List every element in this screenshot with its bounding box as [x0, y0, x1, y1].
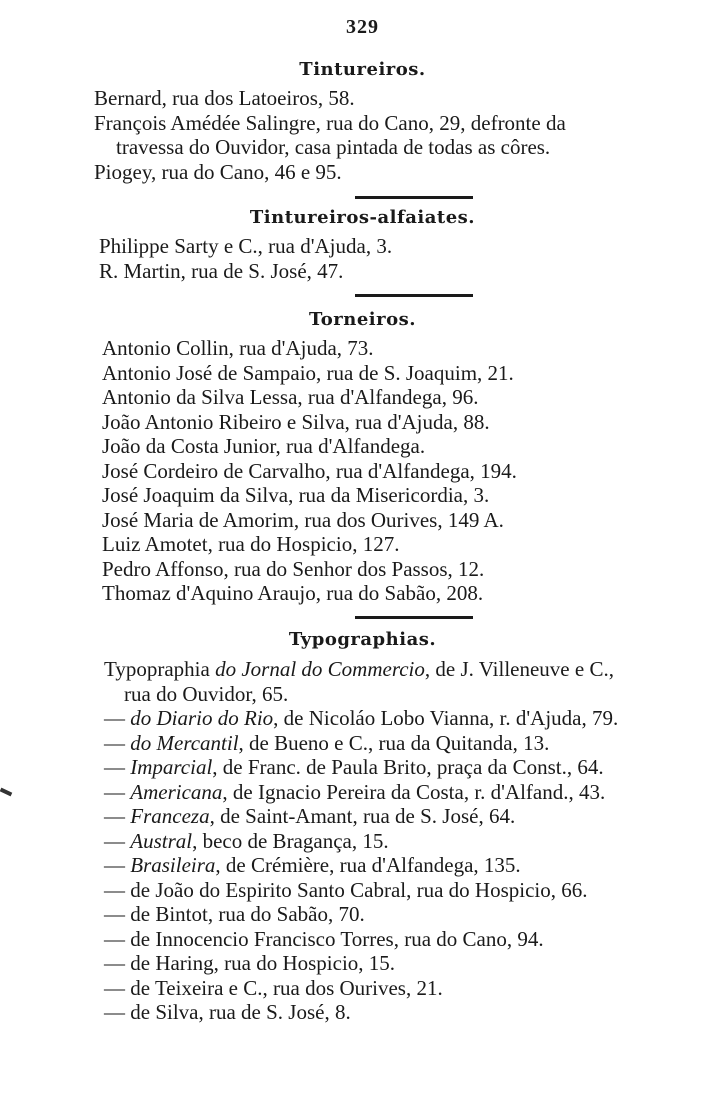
list-item: — Americana, de Ignacio Pereira da Costa, r. d'Alfand., 43.	[104, 779, 606, 804]
list-item: Luiz Amotet, rua do Hospicio, 127.	[102, 532, 400, 556]
list-item: — Austral, beco de Bragança, 15.	[104, 828, 389, 853]
list-item: Thomaz d'Aquino Araujo, rua do Sabão, 208.	[102, 581, 484, 605]
list-item: François Amédée Salingre, rua do Cano, 29, defronte da	[94, 110, 566, 135]
list-item: Piogey, rua do Cano, 46 e 95.	[94, 159, 342, 184]
section-divider	[355, 196, 473, 199]
list-item: — do Diario do Rio, de Nicoláo Lobo Vianna, r. d'Ajuda, 79.	[104, 706, 619, 730]
list-item: — Imparcial, de Franc. de Paula Brito, praça da Const., 64.	[104, 755, 604, 779]
list-item: Typopraphia do Jornal do Commercio, de J. Villeneuve e C.,	[104, 657, 614, 681]
list-item: — de Teixeira e C., rua dos Ourives, 21.	[104, 975, 443, 1000]
section-heading: Typographias.	[288, 629, 437, 650]
list-item: — de Haring, rua do Hospicio, 15.	[104, 951, 396, 975]
list-item: José Cordeiro de Carvalho, rua d'Alfandega, 194.	[102, 458, 517, 483]
list-item: Philippe Sarty e C., rua d'Ajuda, 3.	[99, 234, 393, 258]
list-item: — de João do Espirito Santo Cabral, rua do Hospicio, 66.	[104, 877, 588, 902]
list-item: Pedro Affonso, rua do Senhor dos Passos, 12.	[102, 556, 485, 581]
list-item: João Antonio Ribeiro e Silva, rua d'Ajuda, 88.	[102, 409, 490, 434]
list-item: José Maria de Amorim, rua dos Ourives, 149 A.	[102, 507, 504, 532]
section-tintureiros-alfaiates	[0, 206, 725, 283]
list-item: Antonio Collin, rua d'Ajuda, 73.	[102, 336, 374, 360]
section-typographias	[0, 628, 725, 1025]
section-heading: Tintureiros.	[299, 59, 426, 80]
list-item: — do Mercantil, de Bueno e C., rua da Quitanda, 13.	[104, 730, 550, 755]
section-heading: Torneiros.	[308, 309, 417, 330]
list-item: Bernard, rua dos Latoeiros, 58.	[94, 86, 355, 110]
list-item: Antonio da Silva Lessa, rua d'Alfandega, 96.	[102, 385, 479, 409]
list-item: João da Costa Junior, rua d'Alfandega.	[102, 434, 426, 458]
section-divider	[355, 294, 473, 297]
list-item-continuation: rua do Ouvidor, 65.	[124, 681, 289, 706]
section-torneiros	[0, 308, 725, 606]
list-item: — de Bintot, rua do Sabão, 70.	[104, 902, 365, 926]
list-item: José Joaquim da Silva, rua da Misericordia, 3.	[102, 483, 490, 507]
section-heading: Tintureiros-alfaiates.	[249, 207, 476, 228]
list-item: — de Silva, rua de S. José, 8.	[104, 1000, 351, 1024]
section-divider	[355, 616, 473, 619]
list-item: Antonio José de Sampaio, rua de S. Joaquim, 21.	[102, 360, 514, 385]
list-item-continuation: travessa do Ouvidor, casa pintada de todas as côres.	[116, 135, 551, 159]
list-item: — de Innocencio Francisco Torres, rua do Cano, 94.	[104, 926, 544, 951]
list-item: R. Martin, rua de S. José, 47.	[99, 258, 344, 283]
section-tintureiros	[0, 58, 725, 184]
list-item: — Brasileira, de Crémière, rua d'Alfandega, 135.	[104, 853, 521, 877]
page-number: 329	[346, 16, 379, 38]
list-item: — Franceza, de Saint-Amant, rua de S. José, 64.	[104, 804, 516, 828]
